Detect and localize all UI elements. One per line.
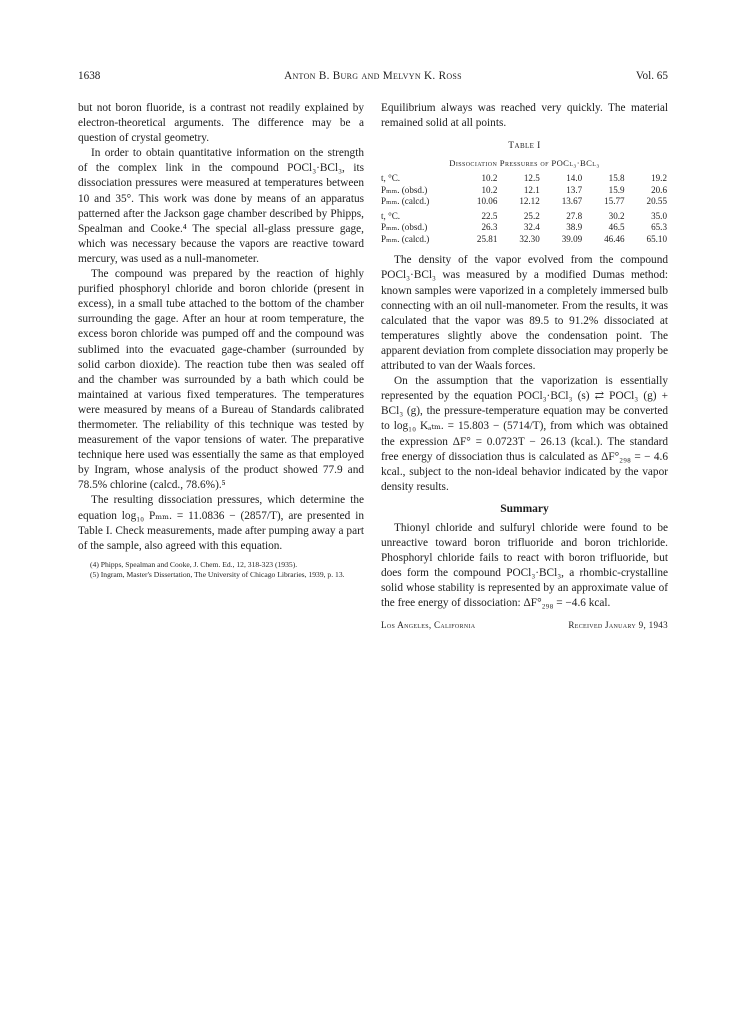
table-cell: 25.2 (523, 210, 540, 221)
table-cell: 32.30 (519, 233, 540, 244)
row-label-observed: Pₘₘ. (obsd.) (381, 184, 428, 195)
row-label-temperature: t, °C. (381, 210, 401, 221)
table-row (381, 208, 669, 223)
table-cell: 14.0 (566, 173, 583, 184)
table-cell: 25.81 (476, 233, 498, 244)
dissociation-pressure-table (381, 173, 669, 245)
left-column (78, 101, 364, 581)
table-row (381, 234, 669, 246)
table-cell: 19.2 (651, 173, 667, 184)
table-cell: 30.2 (608, 210, 625, 221)
author-location: Los Angeles, California (381, 619, 476, 630)
received-date: Received January 9, 1943 (568, 619, 668, 630)
table-cell: 12.12 (519, 196, 540, 207)
table-cell: 46.46 (604, 233, 625, 244)
paragraph-results: The resulting dissociation pressures, which determine the equation log₁₀ Pₘₘ. = 11.0836 − (2857/T), are presented in Table I. Check measurements, made after pumping away a part of the sample, also agreed with this equation. (78, 494, 364, 552)
table-cell: 20.55 (646, 196, 667, 207)
table-cell: 15.77 (604, 196, 625, 207)
row-label-calculated: Pₘₘ. (calcd.) (381, 233, 430, 244)
row-label-observed: Pₘₘ. (obsd.) (381, 222, 428, 233)
table-cell: 15.9 (608, 184, 625, 195)
footnote-5: (5) Ingram, Master's Dissertation, The University of Chicago Libraries, 1939, p. 13. (90, 570, 345, 580)
table-cell: 22.5 (481, 210, 498, 221)
page-number: 1638 (78, 70, 101, 82)
row-label-temperature: t, °C. (381, 173, 401, 184)
table-cell: 65.10 (646, 233, 667, 244)
paragraph-equilibrium: Equilibrium always was reached very quickly. The material remained solid at all points. (381, 102, 668, 130)
table-title: Table I (508, 141, 541, 152)
paragraph-preparation: The compound was prepared by the reaction of highly purified phosphoryl chloride and boron chloride (present in excess), in a small tube attached to the bottom of the chamber surrounding the gage. After an hour at room temperature, the excess boron chloride was pumped off and the compound was sublimed into the evacuated gage-chamber (surrounded by solid carbon dioxide). The reaction tube then was sealed off and the chamber was surrounded by a bath which could be maintained at various fixed temperatures. The temperatures were measured by means of a Bureau of Standards calibrated thermometer. The reliability of this technique was tested by measurement of the vapor tensions of water. The preparative technique here used was essentially the same as that employed by Ingram, whose analysis of the product showed 77.9 and 78.5% chlorine (calcd., 78.6%).⁵ (78, 268, 364, 492)
table-cell: 15.8 (608, 173, 625, 184)
row-label-calculated: Pₘₘ. (calcd.) (381, 196, 430, 207)
footnote-4: (4) Phipps, Spealman and Cooke, J. Chem. Ed., 12, 318-323 (1935). (90, 559, 298, 569)
table-cell: 46.5 (608, 222, 625, 233)
table-cell: 26.3 (481, 222, 498, 233)
table-row (381, 173, 669, 185)
table-cell: 13.7 (566, 184, 583, 195)
paragraph-continued: but not boron fluoride, is a contrast not readily explained by electron-theoretical arguments. The difference may be a question of crystal geometry. (78, 102, 364, 145)
volume-label: Vol. 65 (635, 70, 668, 82)
table-cell: 27.8 (566, 210, 583, 221)
table-cell: 32.4 (523, 222, 540, 233)
table-row (381, 196, 669, 208)
running-header (78, 70, 668, 86)
table-cell: 39.09 (561, 233, 583, 244)
paragraph-vapor-density: The density of the vapor evolved from the compound POCl₃·BCl₃ was measured by a modified Dumas method: known samples were vaporized in a completely immersed bulb connecting with an oil null-manometer. From the results, it was calculated that the vapor was 89.5 to 91.2% dissociated at temperatures slightly above the condensation point. The apparent deviation from complete dissociation may properly be attributed to van der Waals forces. (381, 254, 668, 373)
table-caption: Dissociation Pressures of POCl₃·BCl₃ (449, 158, 600, 169)
table-cell: 10.06 (476, 196, 498, 207)
table-cell: 65.3 (651, 222, 667, 233)
footnotes (78, 560, 364, 581)
table-row (381, 222, 669, 234)
table-cell: 35.0 (651, 210, 667, 221)
table-cell: 12.1 (523, 184, 540, 195)
table-cell: 10.2 (481, 173, 498, 184)
right-column (381, 101, 668, 633)
table-cell: 38.9 (566, 222, 583, 233)
paragraph-free-energy: On the assumption that the vaporization is essentially represented by the equation POCl₃·BCl₃ (s) ⇄ POCl₃ (g) + BCl₃ (g), the pressure-temperature equation may be converted to log₁₀ Kₐₜₘ. = 15.803 − (5714/T), from which was obtained the expression ΔF° = 0.0723T − 26.13 (kcal.). The standard free energy of dissociation thus is calculated as ΔF°₂₉₈ = − 4.6 kcal., subject to the non-ideal behavior indicated by the vapor density results. (381, 375, 668, 493)
running-authors: Anton B. Burg and Melvyn K. Ross (284, 70, 462, 82)
summary-paragraph: Thionyl chloride and sulfuryl chloride were found to be unreactive toward boron trifluoride and boron trichloride. Phosphoryl chloride fails to react with boron trifluoride, but does form the compound POCl₃·BCl₃, a rhombic-crystalline solid whose stability is represented by an approximate value of the free energy of dissociation: ΔF°₂₉₈ = −4.6 kcal. (381, 521, 668, 610)
table-cell: 12.5 (523, 173, 540, 184)
table-cell: 13.67 (561, 196, 583, 207)
article-dateline (381, 618, 668, 633)
summary-heading: Summary (500, 502, 549, 515)
table-cell: 10.2 (481, 184, 498, 195)
paragraph-dissociation-method: In order to obtain quantitative information on the strength of the complex link in the compound POCl₃·BCl₃, its dissociation pressures were measured at temperatures between 10 and 35°. This work was done by means of an apparatus patterned after the Jackson gage chamber described by Phipps, Spealman and Cooke.⁴ The special all-glass pressure gage, which was necessary because the vapors are reactive toward mercury, was used as a null-manometer. (78, 147, 364, 265)
table-row (381, 185, 669, 197)
table-cell: 20.6 (651, 184, 667, 195)
